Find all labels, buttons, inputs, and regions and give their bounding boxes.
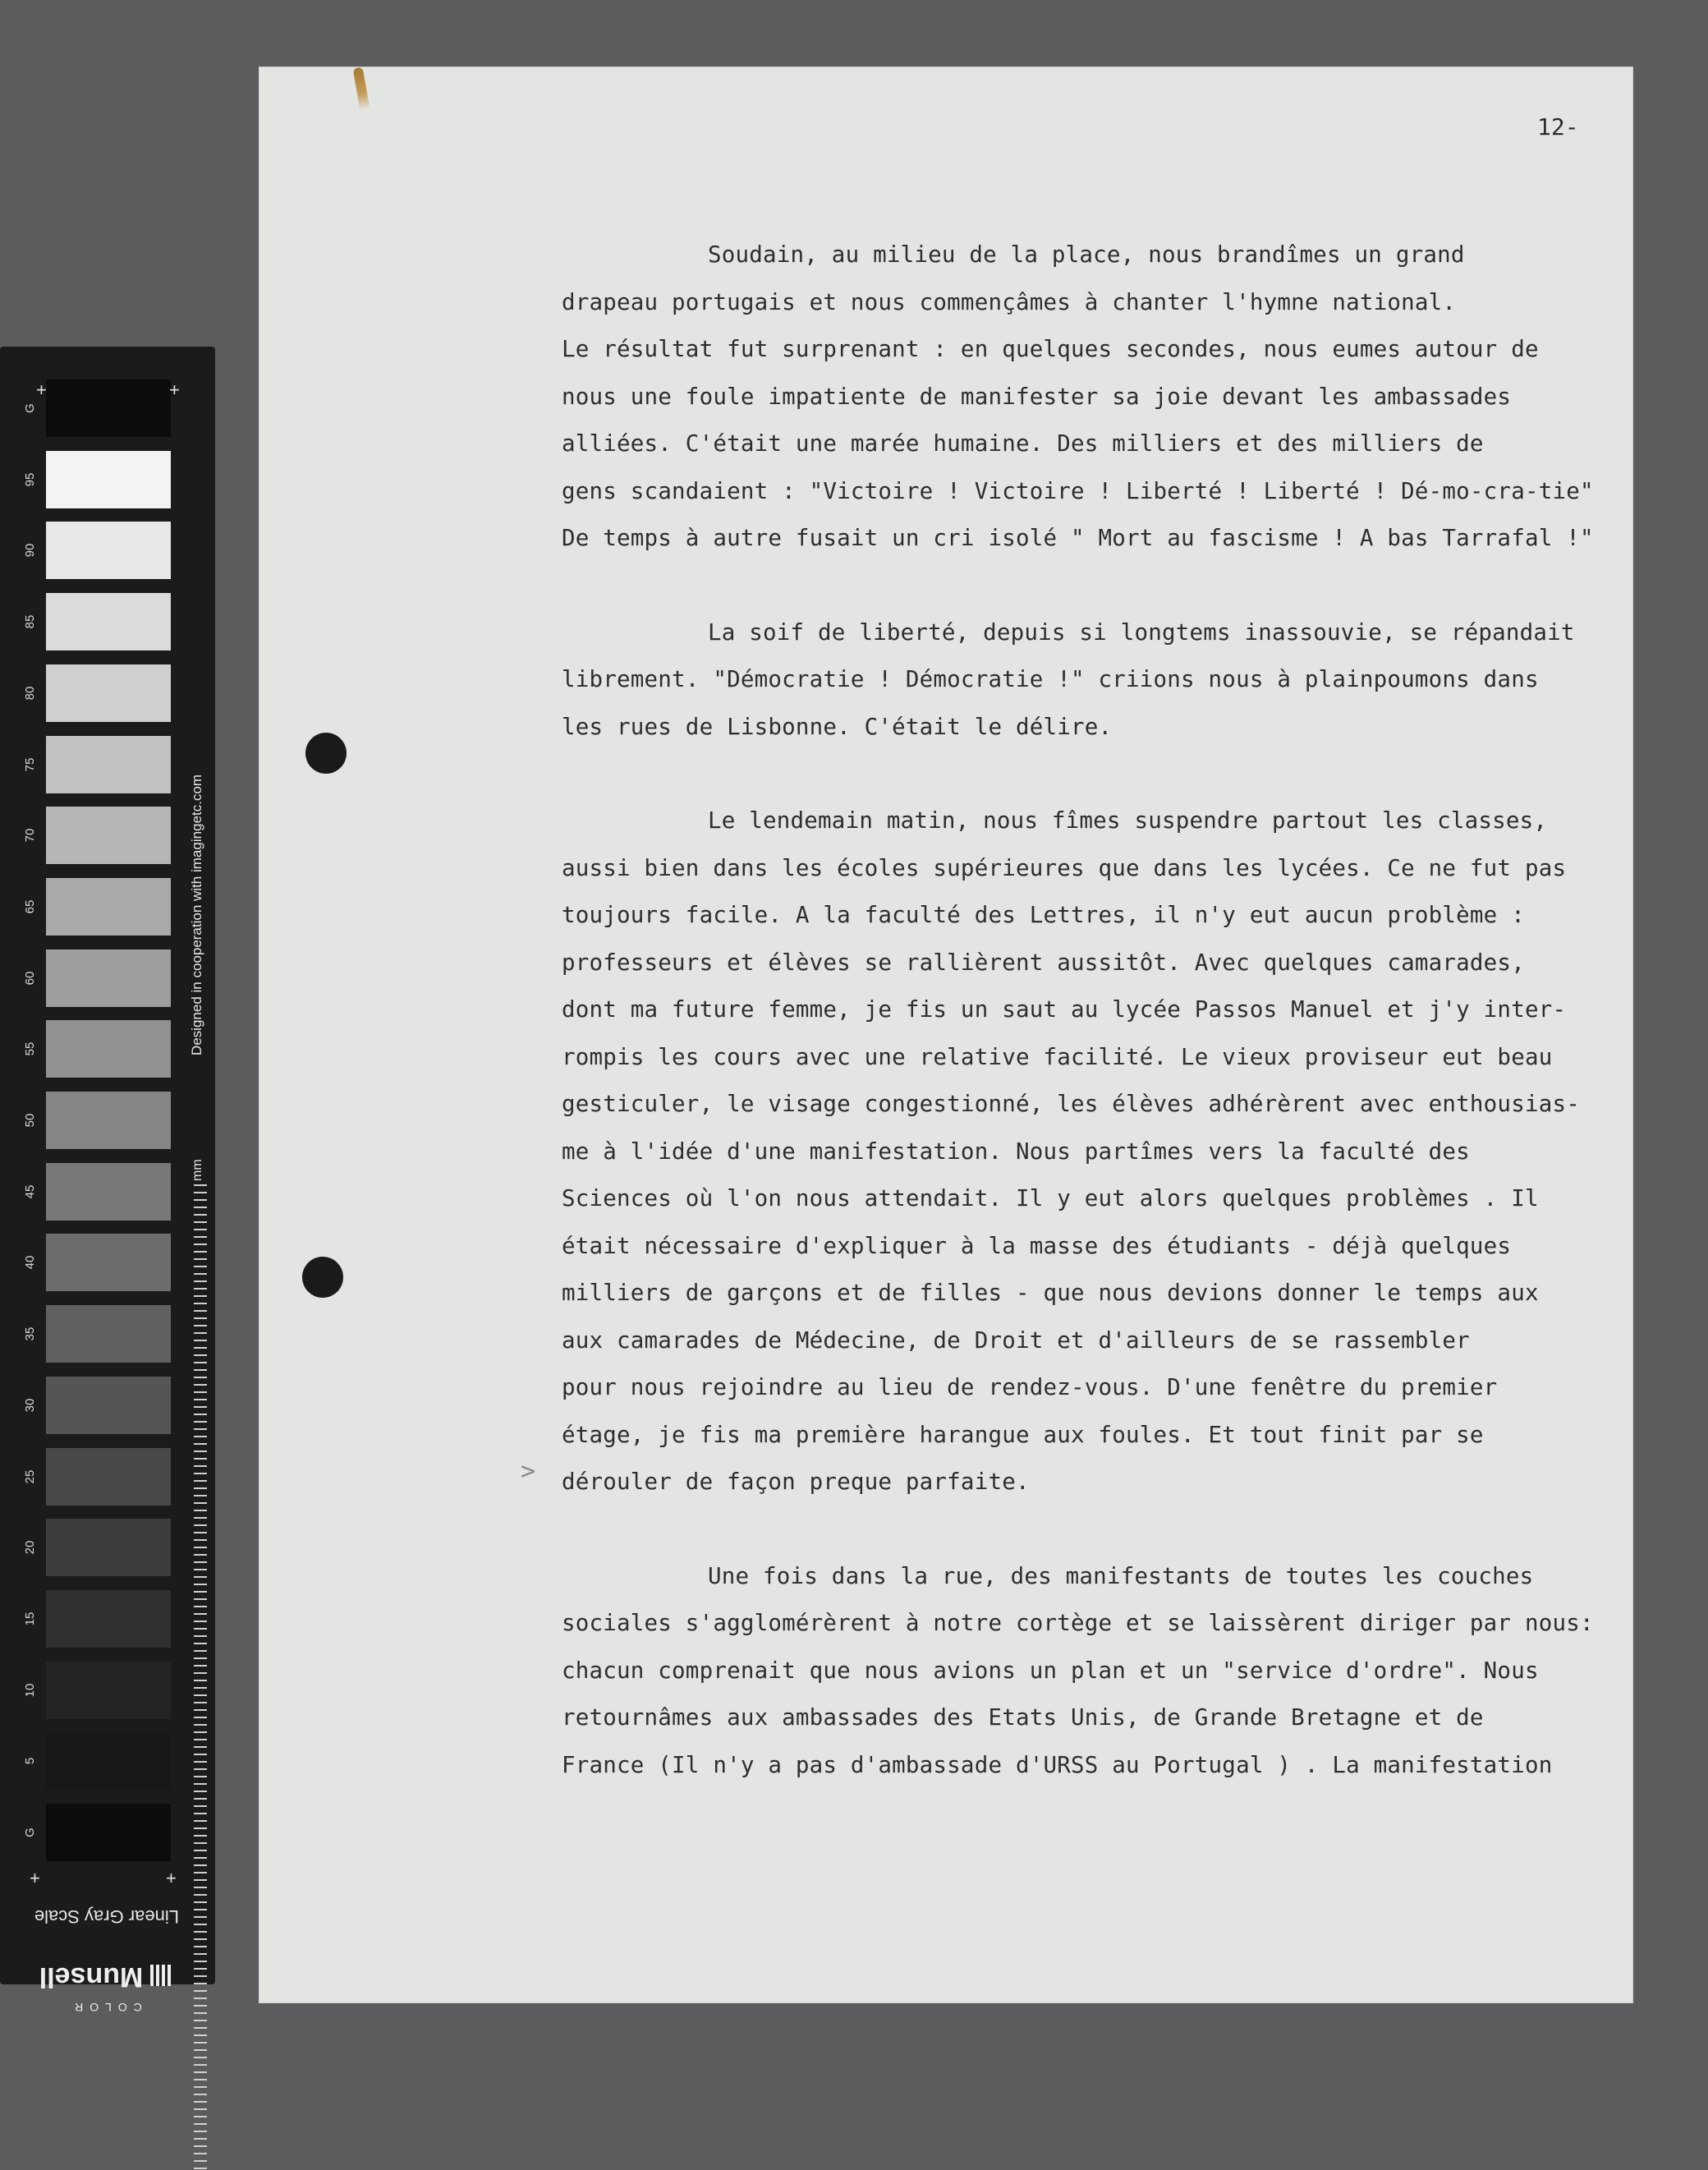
- registration-mark-tl: +: [36, 379, 47, 400]
- swatch-label: 95: [23, 472, 37, 487]
- munsell-logo: [31, 1940, 179, 2014]
- swatch-label: 45: [23, 1184, 37, 1199]
- swatch-label: 70: [23, 828, 37, 843]
- gray-swatch: [46, 1305, 171, 1363]
- gray-swatch: [46, 1519, 171, 1576]
- gray-swatch: [46, 878, 171, 936]
- gray-swatch: [46, 1092, 171, 1149]
- credit-label: Designed in cooperation with imagingetc.com: [189, 774, 204, 1056]
- swatch-label: 90: [23, 544, 37, 558]
- gray-swatch: [46, 379, 171, 437]
- page-number: 12-: [1537, 113, 1579, 140]
- swatch-label: 55: [23, 1041, 37, 1056]
- swatch-label: G: [23, 403, 37, 413]
- brand-name: Munsell: [31, 1961, 179, 1993]
- gray-swatch: [46, 451, 171, 508]
- gray-swatch: [46, 1163, 171, 1221]
- scale-title: Linear Gray Scale: [34, 1906, 179, 1927]
- gray-swatch: [46, 1020, 171, 1078]
- swatch-label: 15: [23, 1611, 37, 1626]
- gray-swatch: [46, 1234, 171, 1291]
- typewritten-page: [259, 67, 1632, 2002]
- gray-swatch: [46, 1590, 171, 1648]
- swatch-label: 65: [23, 899, 37, 914]
- swatch-label: 10: [23, 1683, 37, 1697]
- mm-ruler: [194, 1184, 210, 2170]
- swatch-label: 80: [23, 686, 37, 701]
- swatch-label: 30: [23, 1398, 37, 1413]
- registration-mark-br: +: [166, 1868, 177, 1888]
- registration-mark-bl: +: [30, 1868, 40, 1888]
- gray-swatch: [46, 1732, 171, 1790]
- registration-mark-tr: +: [169, 379, 180, 400]
- gray-swatch: [46, 807, 171, 864]
- swatch-label: 75: [23, 757, 37, 771]
- swatch-label: 40: [23, 1256, 37, 1270]
- swatch-label: 25: [23, 1469, 37, 1483]
- body-text: [562, 232, 1629, 1836]
- punch-hole-top: [305, 733, 347, 774]
- swatch-label: 50: [23, 1113, 37, 1128]
- gray-swatch: [46, 949, 171, 1007]
- gray-swatch: [46, 522, 171, 579]
- swatch-label: 35: [23, 1326, 37, 1341]
- swatch-label: 85: [23, 614, 37, 629]
- gray-swatch: [46, 1804, 171, 1861]
- gray-swatch: [46, 736, 171, 793]
- punch-hole-bottom: [302, 1257, 343, 1298]
- paragraph-4: Une fois dans la rue, des manifestants de toutes les couches sociales s'agglomérèrent à notre cortège et se laissèrent diriger par nous: chacun comprenait que nous avions un plan et un "service d'ordre". Nous retournâmes aux ambassades des Etats Unis, de Grande Bretagne et de France (Il n'y a pas d'ambassade d'URSS au Portugal ) . La manifestation: [562, 1562, 1594, 1778]
- swatch-label: 60: [23, 971, 37, 985]
- swatch-label: G: [23, 1827, 37, 1837]
- gray-swatch: [46, 664, 171, 722]
- swatch-label: 20: [23, 1540, 37, 1555]
- paragraph-2: La soif de liberté, depuis si longtems inassouvie, se répandait librement. "Démocratie ! Démocratie !" criions nous à plainpoumons dans les rues de Lisbonne. C'était le délire.: [562, 618, 1575, 740]
- swatch-label: 5: [23, 1758, 37, 1765]
- gray-swatch: [46, 1662, 171, 1719]
- gray-swatch: [46, 1377, 171, 1434]
- paragraph-3: Le lendemain matin, nous fîmes suspendre partout les classes, aussi bien dans les écoles supérieures que dans les lycées. Ce ne fut pas toujours facile. A la faculté des Lettres, il n'y eut aucun problème : professeurs et élèves se rallièrent aussitôt. Avec quelques camarades, dont ma future femme, je fis un saut au lycée Passos Manuel et j'y inter- rompis les cours avec une relative facilité. Le vieux proviseur eut beau gesticuler, le visage congestionné, les élèves adhérèrent avec enthousias- me à l'idée d'une manifestation. Nous partîmes vers la faculté des Sciences où l'on nous attendait. Il y eut alors quelques problèmes . Il était nécessaire d'expliquer à la masse des étudiants - déjà quelques milliers de garçons et de filles - que nous devions donner le temps aux aux camarades de Médecine, de Droit et d'ailleurs de se rassembler pour nous rejoindre au lieu de rendez-vous. D'une fenêtre du premier étage, je fis ma première harangue aux foules. Et tout finit par se dérouler de façon preque parfaite.: [562, 807, 1580, 1495]
- gray-scale-card: [0, 347, 215, 2014]
- gray-swatch: [46, 593, 171, 651]
- margin-mark: >: [521, 1457, 536, 1486]
- gray-swatch: [46, 1448, 171, 1506]
- rust-stain: [353, 67, 370, 110]
- ruler-unit-label: mm: [191, 1159, 204, 1181]
- brand-sub: COLOR: [68, 2001, 142, 2014]
- paragraph-1: Soudain, au milieu de la place, nous brandîmes un grand drapeau portugais et nous commençâmes à chanter l'hymne national. Le résultat fut surprenant : en quelques secondes, nous eumes autour de nous une foule impatiente de manifester sa joie devant les ambassades alliées. C'était une marée humaine. Des milliers et des milliers de gens scandaient : "Victoire ! Victoire ! Liberté ! Liberté ! Dé-mo-cra-tie" De temps à autre fusait un cri isolé " Mort au fascisme ! A bas Tarrafal !": [562, 241, 1594, 551]
